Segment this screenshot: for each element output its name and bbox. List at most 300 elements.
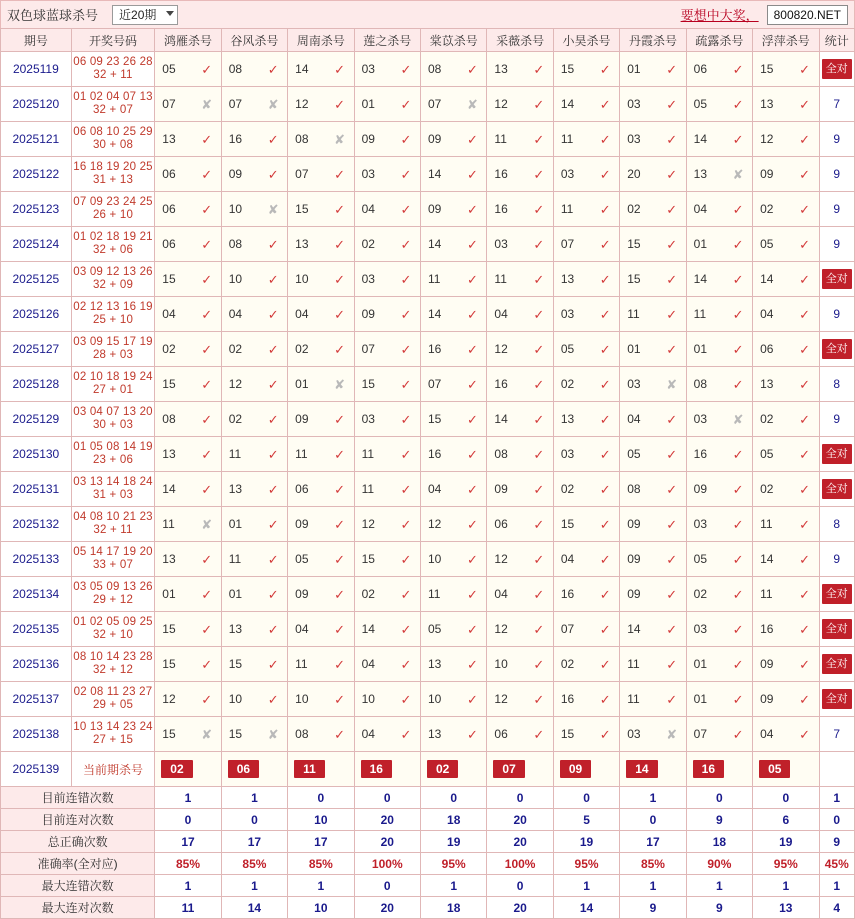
draw-numbers-cell: 16 18 19 20 25 31 + 13	[71, 157, 155, 192]
check-icon: ✓	[666, 691, 678, 707]
footer-value-danxia: 1	[620, 787, 686, 809]
check-icon: ✓	[267, 621, 279, 637]
check-icon: ✓	[334, 586, 346, 602]
kill-number: 06	[494, 517, 508, 531]
expert-cell-shulu	[686, 542, 752, 577]
kill-number: 09	[627, 552, 641, 566]
expert-cell-hongyan	[155, 192, 221, 227]
kill-number: 15	[760, 62, 774, 76]
expert-cell-tangyi	[420, 332, 486, 367]
check-icon: ✓	[799, 236, 810, 252]
check-icon: ✓	[799, 411, 810, 427]
kill-number: 02	[295, 342, 309, 356]
kill-number: 08	[228, 237, 243, 251]
footer-value-shulu: 9	[686, 809, 752, 831]
promo-link[interactable]: 要想中大奖，	[680, 8, 759, 23]
check-icon: ✓	[799, 516, 810, 532]
kill-number: 15	[627, 272, 641, 286]
check-icon: ✓	[732, 96, 744, 112]
expert-cell-zhounan	[288, 472, 354, 507]
kill-number: 13	[162, 447, 176, 461]
expert-cell-fuping	[753, 682, 819, 717]
expert-cell-fuping	[753, 52, 819, 87]
kill-number: 05	[760, 237, 774, 251]
check-icon: ✓	[533, 271, 545, 287]
kill-number: 10	[494, 657, 508, 671]
kill-number: 11	[627, 692, 640, 706]
check-icon: ✓	[201, 306, 213, 322]
kill-number: 11	[560, 132, 574, 146]
expert-cell-tangyi	[420, 52, 486, 87]
expert-cell-xiaohao	[553, 647, 619, 682]
footer-value-zhounan: 0	[288, 787, 354, 809]
expert-cell-hongyan	[155, 52, 221, 87]
kill-number: 14	[627, 622, 641, 636]
kill-number: 01	[295, 377, 309, 391]
kill-number: 12	[162, 692, 176, 706]
check-icon: ✓	[732, 236, 744, 252]
kill-number: 11	[427, 272, 441, 286]
kill-number: 09	[295, 587, 309, 601]
check-icon: ✓	[799, 656, 810, 672]
expert-cell-danxia	[620, 157, 686, 192]
row-stat-cell	[819, 612, 854, 647]
expert-cell-xiaohao	[553, 367, 619, 402]
check-icon: ✓	[334, 691, 346, 707]
kill-number: 09	[494, 482, 508, 496]
footer-value-xiaohao: 19	[553, 831, 619, 853]
draw-numbers-cell: 06 09 23 26 28 32 + 11	[71, 52, 155, 87]
check-icon: ✓	[466, 516, 478, 532]
cross-icon: ✘	[201, 516, 213, 532]
kill-number: 05	[560, 342, 575, 356]
current-kill-badge: 14	[626, 760, 657, 778]
kill-number: 07	[427, 97, 442, 111]
kill-number: 11	[295, 657, 308, 671]
expert-cell-hongyan	[155, 612, 221, 647]
current-kill-shulu	[686, 752, 752, 787]
kill-number: 08	[295, 132, 309, 146]
expert-cell-gufeng	[221, 157, 287, 192]
kill-number: 16	[693, 447, 708, 461]
expert-cell-tangyi	[420, 472, 486, 507]
expert-cell-zhounan	[288, 52, 354, 87]
current-kill-gufeng	[221, 752, 287, 787]
check-icon: ✓	[599, 306, 611, 322]
expert-cell-danxia	[620, 52, 686, 87]
kill-number: 01	[693, 237, 708, 251]
table-row	[1, 332, 855, 367]
expert-cell-hongyan	[155, 647, 221, 682]
check-icon: ✓	[666, 131, 678, 147]
kill-number: 08	[228, 62, 243, 76]
kill-number: 10	[295, 692, 309, 706]
issue-cell: 2025125	[1, 262, 72, 297]
column-header-7: 采薇杀号	[487, 29, 553, 52]
kill-number: 07	[228, 97, 243, 111]
period-select[interactable]	[112, 5, 178, 25]
check-icon: ✓	[799, 61, 810, 77]
expert-cell-fuping	[753, 192, 819, 227]
table-row	[1, 577, 855, 612]
row-stat-cell	[819, 577, 854, 612]
footer-value-lianzhi: 0	[354, 875, 420, 897]
expert-cell-caiwei	[487, 87, 553, 122]
kill-number: 09	[427, 132, 442, 146]
expert-cell-xiaohao	[553, 437, 619, 472]
kill-number: 05	[693, 97, 708, 111]
expert-cell-hongyan	[155, 472, 221, 507]
check-icon: ✓	[400, 96, 412, 112]
expert-cell-gufeng	[221, 87, 287, 122]
kill-number: 08	[693, 377, 708, 391]
check-icon: ✓	[201, 691, 213, 707]
expert-cell-gufeng	[221, 332, 287, 367]
draw-numbers-cell: 10 13 14 23 24 27 + 15	[71, 717, 155, 752]
check-icon: ✓	[732, 481, 744, 497]
expert-cell-zhounan	[288, 717, 354, 752]
table-row	[1, 367, 855, 402]
cross-icon: ✘	[267, 201, 279, 217]
footer-value-shulu: 90%	[686, 853, 752, 875]
kill-number: 15	[627, 237, 641, 251]
table-row	[1, 647, 855, 682]
expert-cell-fuping	[753, 297, 819, 332]
expert-cell-zhounan	[288, 262, 354, 297]
footer-value-shulu: 1	[686, 875, 752, 897]
draw-numbers-cell: 03 09 12 13 26 32 + 09	[71, 262, 155, 297]
check-icon: ✓	[599, 271, 611, 287]
expert-cell-gufeng	[221, 402, 287, 437]
kill-number: 14	[427, 237, 442, 251]
check-icon: ✓	[666, 236, 678, 252]
expert-cell-gufeng	[221, 52, 287, 87]
kill-number: 04	[162, 307, 176, 321]
expert-cell-xiaohao	[553, 87, 619, 122]
check-icon: ✓	[799, 96, 810, 112]
expert-cell-danxia	[620, 577, 686, 612]
kill-number: 09	[295, 517, 309, 531]
check-icon: ✓	[666, 341, 678, 357]
check-icon: ✓	[666, 306, 678, 322]
all-correct-badge: 全对	[822, 339, 852, 359]
kill-number: 07	[560, 237, 575, 251]
row-stat-cell	[819, 647, 854, 682]
expert-cell-danxia	[620, 542, 686, 577]
current-kill-caiwei	[487, 752, 553, 787]
issue-cell: 2025126	[1, 297, 72, 332]
expert-cell-zhounan	[288, 87, 354, 122]
footer-value-danxia: 9	[620, 897, 686, 919]
footer-value-caiwei: 0	[487, 875, 553, 897]
kill-number: 05	[693, 552, 708, 566]
expert-cell-gufeng	[221, 717, 287, 752]
check-icon: ✓	[599, 551, 611, 567]
check-icon: ✓	[666, 516, 678, 532]
footer-value-lianzhi: 100%	[354, 853, 420, 875]
check-icon: ✓	[400, 621, 412, 637]
all-correct-badge: 全对	[822, 444, 852, 464]
expert-cell-shulu	[686, 332, 752, 367]
expert-cell-hongyan	[155, 297, 221, 332]
kill-number: 09	[627, 587, 641, 601]
kill-number: 02	[760, 412, 774, 426]
expert-cell-lianzhi	[354, 227, 420, 262]
footer-value-fuping: 95%	[753, 853, 819, 875]
issue-cell: 2025122	[1, 157, 72, 192]
current-kill-hongyan	[155, 752, 221, 787]
expert-cell-shulu	[686, 577, 752, 612]
kill-number: 16	[228, 132, 243, 146]
check-icon: ✓	[533, 481, 545, 497]
kill-number: 06	[295, 482, 309, 496]
kill-number: 15	[361, 377, 375, 391]
check-icon: ✓	[201, 621, 213, 637]
check-icon: ✓	[732, 726, 744, 742]
expert-cell-xiaohao	[553, 507, 619, 542]
footer-value-gufeng: 14	[221, 897, 287, 919]
check-icon: ✓	[799, 446, 810, 462]
row-stat-cell	[819, 437, 854, 472]
check-icon: ✓	[599, 516, 611, 532]
current-kill-badge: 02	[161, 760, 192, 778]
check-icon: ✓	[466, 201, 478, 217]
expert-cell-caiwei	[487, 52, 553, 87]
table-row	[1, 472, 855, 507]
check-icon: ✓	[201, 411, 213, 427]
check-icon: ✓	[799, 201, 810, 217]
expert-cell-fuping	[753, 367, 819, 402]
check-icon: ✓	[533, 551, 545, 567]
expert-cell-gufeng	[221, 367, 287, 402]
kill-number: 01	[627, 342, 641, 356]
issue-cell: 2025129	[1, 402, 72, 437]
footer-total: 0	[819, 809, 854, 831]
expert-cell-zhounan	[288, 542, 354, 577]
check-icon: ✓	[533, 131, 545, 147]
issue-cell: 2025138	[1, 717, 72, 752]
current-kill-fuping	[753, 752, 819, 787]
check-icon: ✓	[666, 166, 678, 182]
check-icon: ✓	[533, 446, 545, 462]
check-icon: ✓	[732, 306, 744, 322]
kill-number: 14	[162, 482, 176, 496]
kill-number: 01	[162, 587, 176, 601]
check-icon: ✓	[334, 271, 346, 287]
footer-value-shulu: 18	[686, 831, 752, 853]
expert-cell-zhounan	[288, 612, 354, 647]
kill-number: 02	[162, 342, 176, 356]
cross-icon: ✘	[334, 376, 346, 392]
kill-number: 09	[760, 692, 774, 706]
footer-value-caiwei: 20	[487, 897, 553, 919]
expert-cell-hongyan	[155, 157, 221, 192]
expert-cell-lianzhi	[354, 507, 420, 542]
expert-cell-hongyan	[155, 122, 221, 157]
table-row	[1, 507, 855, 542]
kill-number: 05	[627, 447, 641, 461]
draw-numbers-cell: 01 02 04 07 13 32 + 07	[71, 87, 155, 122]
expert-cell-tangyi	[420, 157, 486, 192]
expert-cell-xiaohao	[553, 402, 619, 437]
check-icon: ✓	[732, 586, 744, 602]
kill-number: 09	[693, 482, 708, 496]
expert-cell-shulu	[686, 402, 752, 437]
kill-number: 06	[760, 342, 774, 356]
kill-number: 03	[560, 167, 575, 181]
footer-label: 准确率(全对应)	[1, 853, 155, 875]
table-row	[1, 717, 855, 752]
check-icon: ✓	[201, 131, 213, 147]
footer-label: 最大连错次数	[1, 875, 155, 897]
check-icon: ✓	[732, 621, 744, 637]
kill-number: 01	[693, 657, 708, 671]
footer-value-tangyi: 95%	[420, 853, 486, 875]
footer-value-hongyan: 85%	[155, 853, 221, 875]
expert-cell-caiwei	[487, 472, 553, 507]
check-icon: ✓	[599, 586, 611, 602]
expert-cell-shulu	[686, 157, 752, 192]
kill-number: 10	[427, 552, 442, 566]
expert-cell-tangyi	[420, 402, 486, 437]
expert-cell-shulu	[686, 507, 752, 542]
footer-value-danxia: 0	[620, 809, 686, 831]
table-row	[1, 192, 855, 227]
check-icon: ✓	[267, 656, 279, 672]
kill-number: 03	[693, 622, 708, 636]
kill-number: 04	[295, 307, 309, 321]
table-row	[1, 402, 855, 437]
footer-value-hongyan: 11	[155, 897, 221, 919]
check-icon: ✓	[533, 306, 545, 322]
expert-cell-gufeng	[221, 227, 287, 262]
expert-cell-lianzhi	[354, 577, 420, 612]
check-icon: ✓	[466, 446, 478, 462]
column-header-8: 小昊杀号	[553, 29, 619, 52]
expert-cell-zhounan	[288, 437, 354, 472]
kill-number: 11	[295, 447, 308, 461]
expert-cell-lianzhi	[354, 402, 420, 437]
expert-cell-shulu	[686, 682, 752, 717]
footer-value-zhounan: 1	[288, 875, 354, 897]
period-select-wrapper[interactable]	[112, 5, 178, 25]
kill-number: 12	[361, 517, 375, 531]
check-icon: ✓	[599, 411, 611, 427]
check-icon: ✓	[599, 376, 611, 392]
expert-cell-lianzhi	[354, 192, 420, 227]
kill-number: 16	[760, 622, 774, 636]
kill-number: 10	[361, 692, 375, 706]
kill-number: 01	[693, 692, 708, 706]
expert-cell-xiaohao	[553, 472, 619, 507]
issue-cell: 2025135	[1, 612, 72, 647]
draw-numbers-cell: 01 05 08 14 19 23 + 06	[71, 437, 155, 472]
kill-number: 11	[162, 517, 175, 531]
check-icon: ✓	[466, 411, 478, 427]
cross-icon: ✘	[466, 96, 478, 112]
footer-value-gufeng: 1	[221, 875, 287, 897]
check-icon: ✓	[732, 691, 744, 707]
kill-number: 09	[295, 412, 309, 426]
kill-number: 02	[627, 202, 641, 216]
check-icon: ✓	[400, 306, 412, 322]
check-icon: ✓	[334, 166, 346, 182]
footer-value-danxia: 85%	[620, 853, 686, 875]
check-icon: ✓	[400, 656, 412, 672]
expert-cell-shulu	[686, 262, 752, 297]
expert-cell-danxia	[620, 297, 686, 332]
expert-cell-lianzhi	[354, 717, 420, 752]
kill-number: 04	[361, 202, 375, 216]
expert-cell-lianzhi	[354, 542, 420, 577]
kill-number: 09	[361, 132, 375, 146]
kill-number: 14	[560, 97, 575, 111]
cross-icon: ✘	[267, 96, 279, 112]
expert-cell-lianzhi	[354, 262, 420, 297]
check-icon: ✓	[466, 481, 478, 497]
expert-cell-caiwei	[487, 192, 553, 227]
kill-number: 16	[494, 377, 508, 391]
kill-number: 04	[627, 412, 641, 426]
kill-number: 11	[427, 587, 441, 601]
check-icon: ✓	[599, 481, 611, 497]
toolbar	[0, 0, 855, 28]
table-row	[1, 437, 855, 472]
table-row	[1, 262, 855, 297]
check-icon: ✓	[267, 516, 279, 532]
check-icon: ✓	[666, 271, 678, 287]
check-icon: ✓	[267, 411, 279, 427]
issue-cell: 2025121	[1, 122, 72, 157]
expert-cell-danxia	[620, 612, 686, 647]
expert-cell-zhounan	[288, 227, 354, 262]
footer-value-fuping: 19	[753, 831, 819, 853]
check-icon: ✓	[599, 446, 611, 462]
kill-number: 16	[560, 692, 575, 706]
expert-cell-lianzhi	[354, 87, 420, 122]
expert-cell-fuping	[753, 227, 819, 262]
expert-cell-zhounan	[288, 367, 354, 402]
expert-cell-caiwei	[487, 297, 553, 332]
column-header-9: 丹霞杀号	[620, 29, 686, 52]
expert-cell-danxia	[620, 402, 686, 437]
expert-cell-shulu	[686, 122, 752, 157]
expert-cell-danxia	[620, 437, 686, 472]
expert-cell-lianzhi	[354, 437, 420, 472]
expert-cell-danxia	[620, 682, 686, 717]
kill-number: 12	[494, 692, 508, 706]
expert-cell-danxia	[620, 262, 686, 297]
kill-number: 07	[427, 377, 442, 391]
footer-label: 总正确次数	[1, 831, 155, 853]
cross-icon: ✘	[267, 726, 279, 742]
expert-cell-caiwei	[487, 437, 553, 472]
expert-cell-hongyan	[155, 437, 221, 472]
check-icon: ✓	[799, 691, 810, 707]
footer-row-4	[1, 875, 855, 897]
expert-cell-shulu	[686, 612, 752, 647]
expert-cell-hongyan	[155, 577, 221, 612]
check-icon: ✓	[400, 341, 412, 357]
kill-number: 08	[162, 412, 176, 426]
expert-cell-gufeng	[221, 437, 287, 472]
expert-cell-caiwei	[487, 577, 553, 612]
expert-cell-gufeng	[221, 612, 287, 647]
expert-cell-xiaohao	[553, 122, 619, 157]
check-icon: ✓	[267, 586, 279, 602]
kill-number: 11	[627, 307, 640, 321]
expert-cell-fuping	[753, 332, 819, 367]
